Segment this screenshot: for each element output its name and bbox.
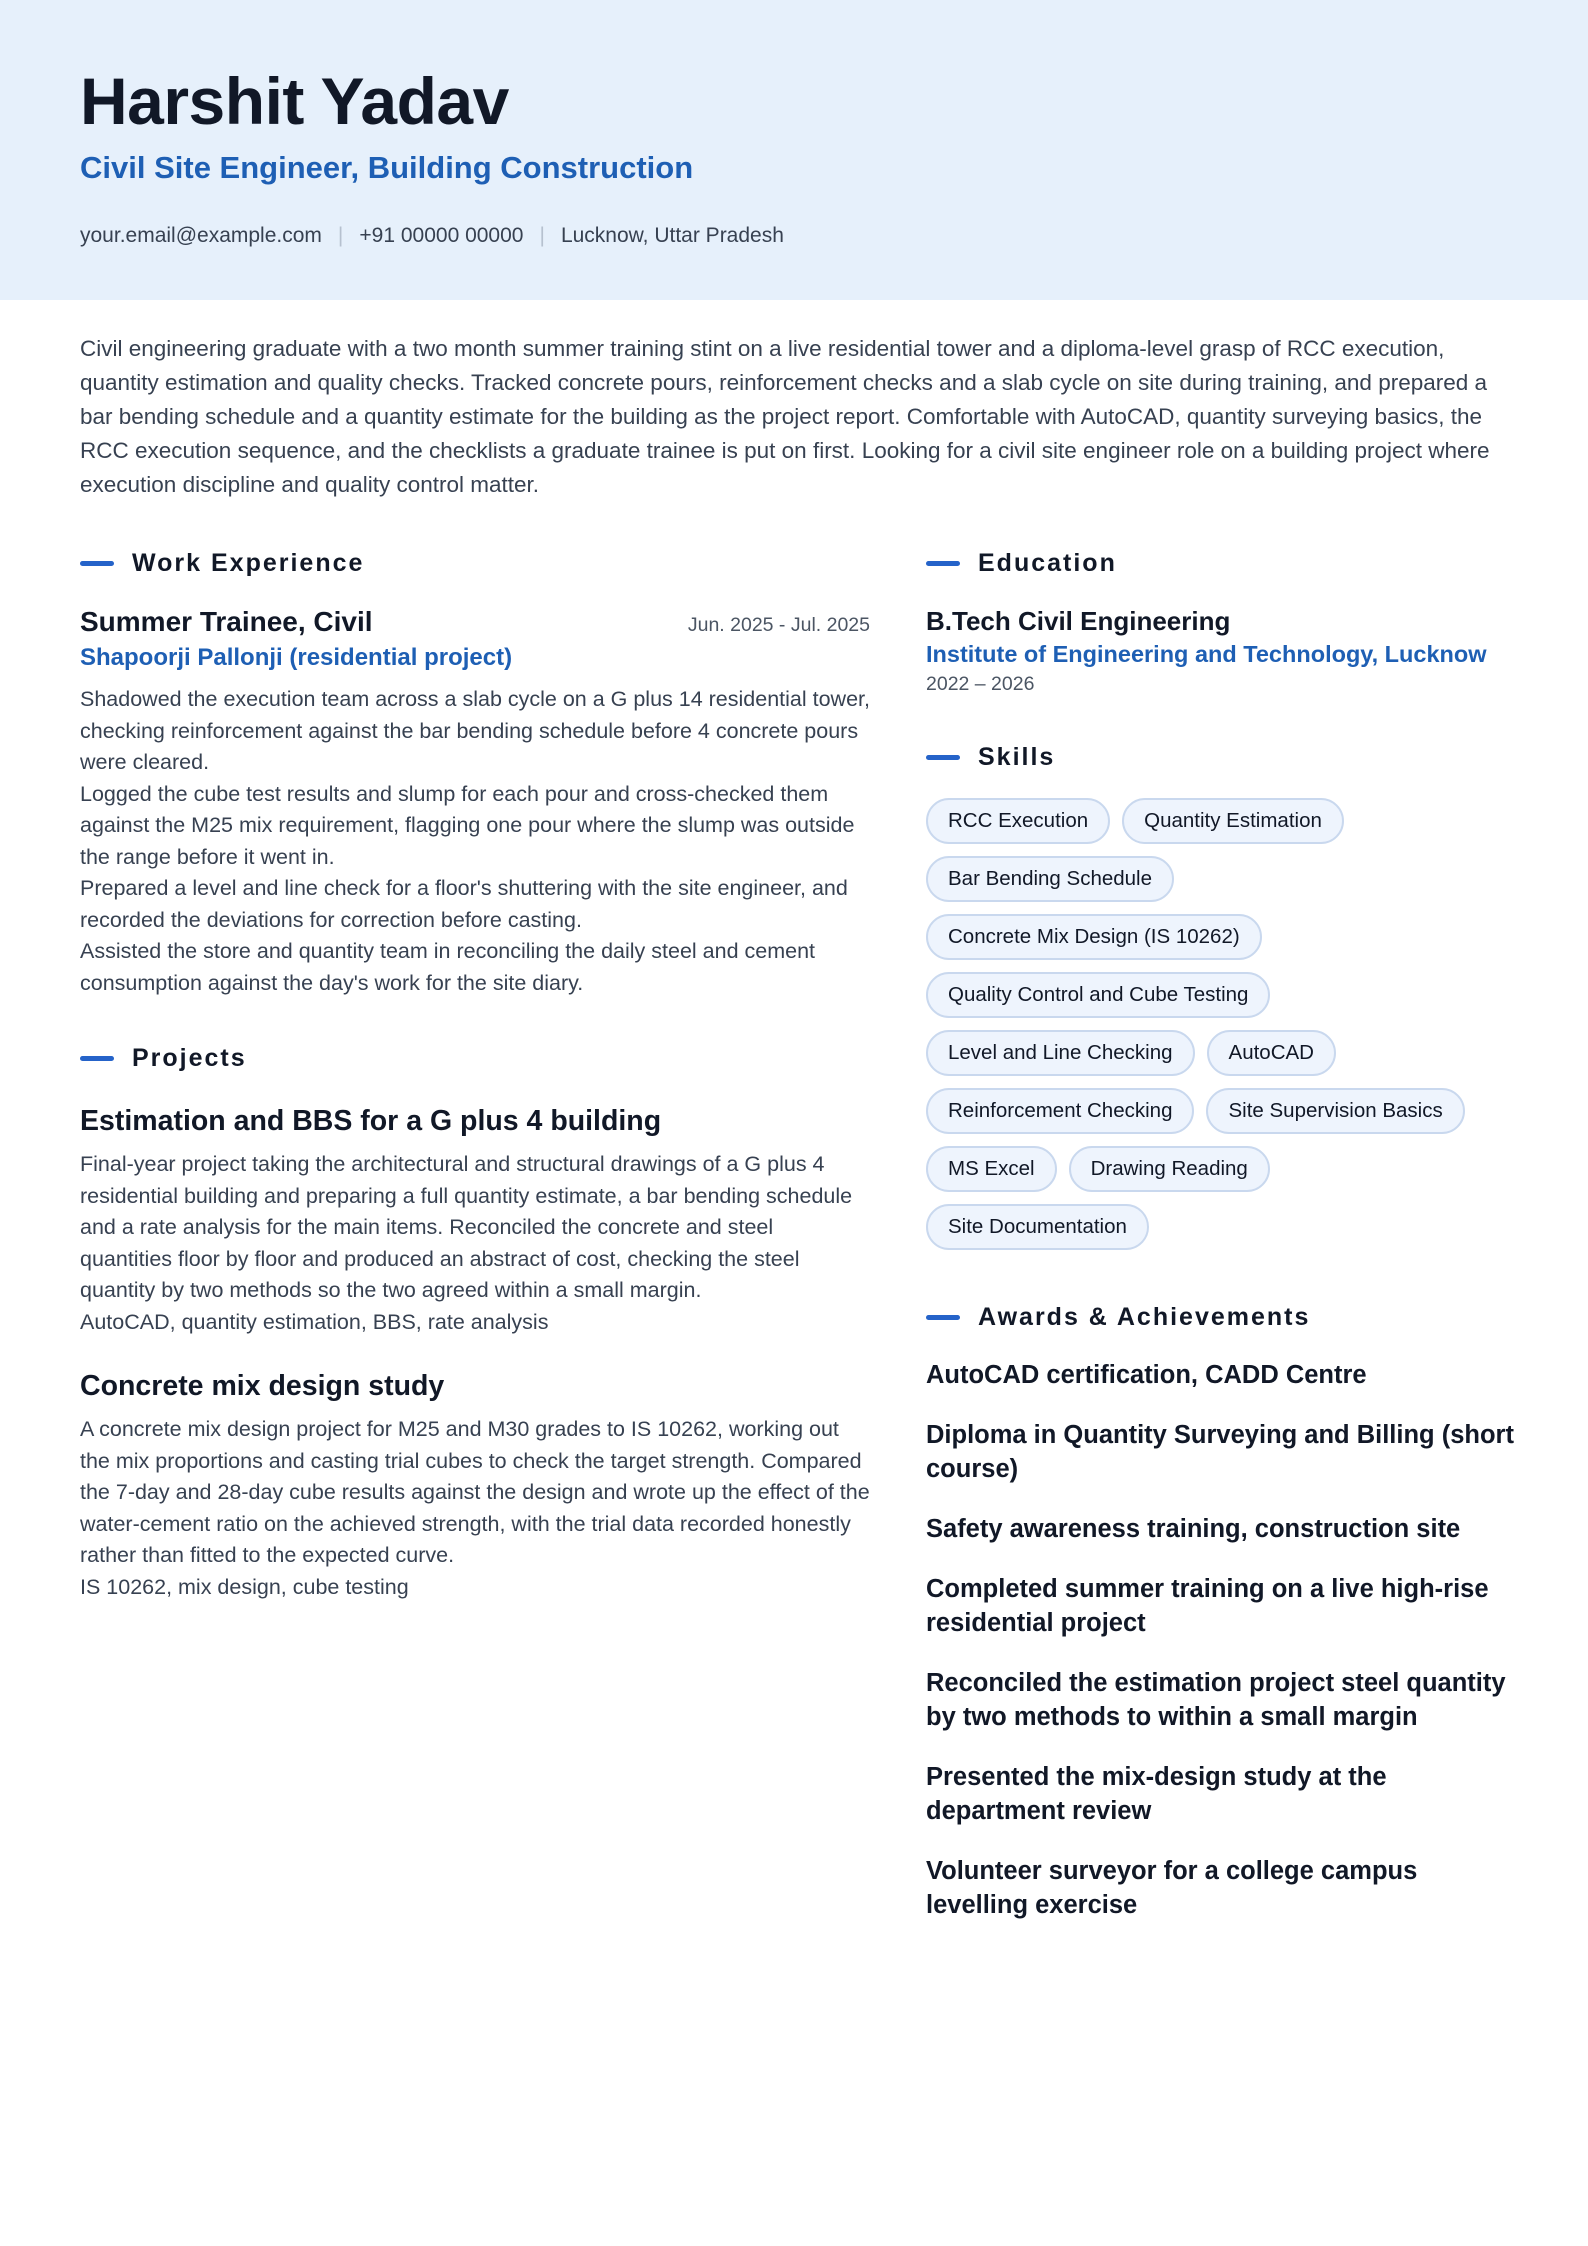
project-tags: IS 10262, mix design, cube testing — [80, 1574, 409, 1599]
job-header — [80, 606, 870, 638]
contact-location: Lucknow, Uttar Pradesh — [560, 224, 784, 247]
section-title-text: Awards & Achievements — [978, 1302, 1311, 1331]
skill-chip: Site Supervision Basics — [1206, 1088, 1464, 1134]
section-education — [926, 546, 1516, 580]
job-organization: Shapoorji Pallonji (residential project) — [80, 644, 513, 671]
left-column — [80, 546, 870, 1603]
education-degree: B.Tech Civil Engineering — [926, 606, 1231, 636]
candidate-name: Harshit Yadav — [80, 64, 509, 138]
job-bullet: Assisted the store and quantity team in reconciling the daily steel and cement consumption against the day's work for the site diary. — [80, 939, 815, 995]
section-awards-wrapper — [926, 1300, 1516, 1922]
job-bullet: Shadowed the execution team across a slab cycle on a G plus 14 residential tower, checking reinforcement against the bar bending schedule before 4 concrete pours were cleared. — [80, 687, 870, 774]
skill-chip: Quantity Estimation — [1122, 798, 1344, 844]
award-item: Presented the mix-design study at the department review — [926, 1763, 1387, 1825]
award-item: Safety awareness training, construction site — [926, 1515, 1461, 1543]
section-accent-bar — [80, 561, 114, 566]
job-bullets — [80, 684, 870, 999]
section-projects-wrapper — [80, 1041, 870, 1603]
resume-header — [0, 0, 1588, 300]
education-years: 2022 – 2026 — [926, 673, 1035, 695]
project-description: A concrete mix design project for M25 and M30 grades to IS 10262, working out the mix proportions and casting trial cubes to check the target strength. Compared the 7-day and 28-day cube results against the design and wrote up the effect of the water-cement ratio on the achieved strength, with the trial data recorded honestly rather than fitted to the expected curve. — [80, 1417, 870, 1567]
skill-chip: AutoCAD — [1207, 1030, 1336, 1076]
skills-chip-list — [926, 798, 1516, 1262]
section-awards — [926, 1300, 1516, 1334]
profile-summary: Civil engineering graduate with a two month summer training stint on a live residential tower and a diploma-level grasp of RCC execution, quantity estimation and quality checks. Tracked concrete pours, reinforcement checks and a slab cycle on site during training, and prepared a bar bending schedule and a quantity estimate for the building as the project report. Comfortable with AutoCAD, quantity surveying basics, the RCC execution sequence, and the checklists a graduate trainee is put on first. Looking for a civil site engineer role on a building project where execution discipline and quality control matter. — [80, 336, 1490, 497]
section-skills — [926, 740, 1516, 774]
section-skills-wrapper — [926, 740, 1516, 1262]
project-entry — [80, 1368, 870, 1603]
candidate-role: Civil Site Engineer, Building Construction — [80, 150, 694, 185]
award-item: Diploma in Quantity Surveying and Billing (short course) — [926, 1421, 1514, 1483]
section-title-text: Education — [978, 548, 1117, 577]
job-title: Summer Trainee, Civil — [80, 606, 373, 637]
section-accent-bar — [926, 561, 960, 566]
skill-chip: Concrete Mix Design (IS 10262) — [926, 914, 1262, 960]
project-title: Estimation and BBS for a G plus 4 building — [80, 1105, 662, 1137]
project-description: Final-year project taking the architectural and structural drawings of a G plus 4 residential building and preparing a full quantity estimate, a bar bending schedule and a rate analysis for the main items. Reconciled the concrete and steel quantities floor by floor and produced an abstract of cost, checking the steel quantity by two methods so the two agreed within a small margin. — [80, 1152, 853, 1302]
section-projects — [80, 1041, 870, 1075]
section-title-text: Work Experience — [132, 548, 365, 577]
section-title-text: Projects — [132, 1043, 247, 1072]
job-entry — [80, 606, 870, 999]
section-accent-bar — [80, 1056, 114, 1061]
contact-separator: | — [337, 224, 344, 247]
skill-chip: Site Documentation — [926, 1204, 1149, 1250]
project-tags: AutoCAD, quantity estimation, BBS, rate analysis — [80, 1309, 549, 1334]
skill-chip: Level and Line Checking — [926, 1030, 1195, 1076]
job-bullet: Prepared a level and line check for a floor's shuttering with the site engineer, and recorded the deviations for correction before casting. — [80, 876, 848, 932]
skill-chip: Reinforcement Checking — [926, 1088, 1194, 1134]
contact-separator: | — [539, 224, 545, 247]
award-item: Reconciled the estimation project steel quantity by two methods to within a small margin — [926, 1669, 1506, 1731]
skill-chip: Drawing Reading — [1069, 1146, 1270, 1192]
skill-chip: Bar Bending Schedule — [926, 856, 1174, 902]
skill-chip: Quality Control and Cube Testing — [926, 972, 1270, 1018]
education-institution: Institute of Engineering and Technology, Lucknow — [926, 641, 1487, 667]
section-title-text: Skills — [978, 742, 1056, 771]
contact-phone: +91 00000 00000 — [359, 224, 524, 247]
right-column — [926, 546, 1516, 1922]
skill-chip: MS Excel — [926, 1146, 1057, 1192]
project-entry — [80, 1103, 870, 1338]
award-item: AutoCAD certification, CADD Centre — [926, 1361, 1367, 1389]
project-title: Concrete mix design study — [80, 1370, 445, 1402]
award-item: Volunteer surveyor for a college campus levelling exercise — [926, 1857, 1418, 1919]
contact-line — [80, 222, 1508, 250]
skill-chip: RCC Execution — [926, 798, 1110, 844]
section-accent-bar — [926, 1315, 960, 1320]
award-item: Completed summer training on a live high-rise residential project — [926, 1575, 1489, 1637]
section-accent-bar — [926, 755, 960, 760]
job-dates: Jun. 2025 - Jul. 2025 — [687, 614, 870, 636]
section-work-experience — [80, 546, 870, 580]
contact-email: your.email@example.com — [80, 224, 322, 247]
job-bullet: Logged the cube test results and slump for each pour and cross-checked them against the M25 mix requirement, flagging one pour where the slump was outside the range before it went in. — [80, 781, 855, 869]
